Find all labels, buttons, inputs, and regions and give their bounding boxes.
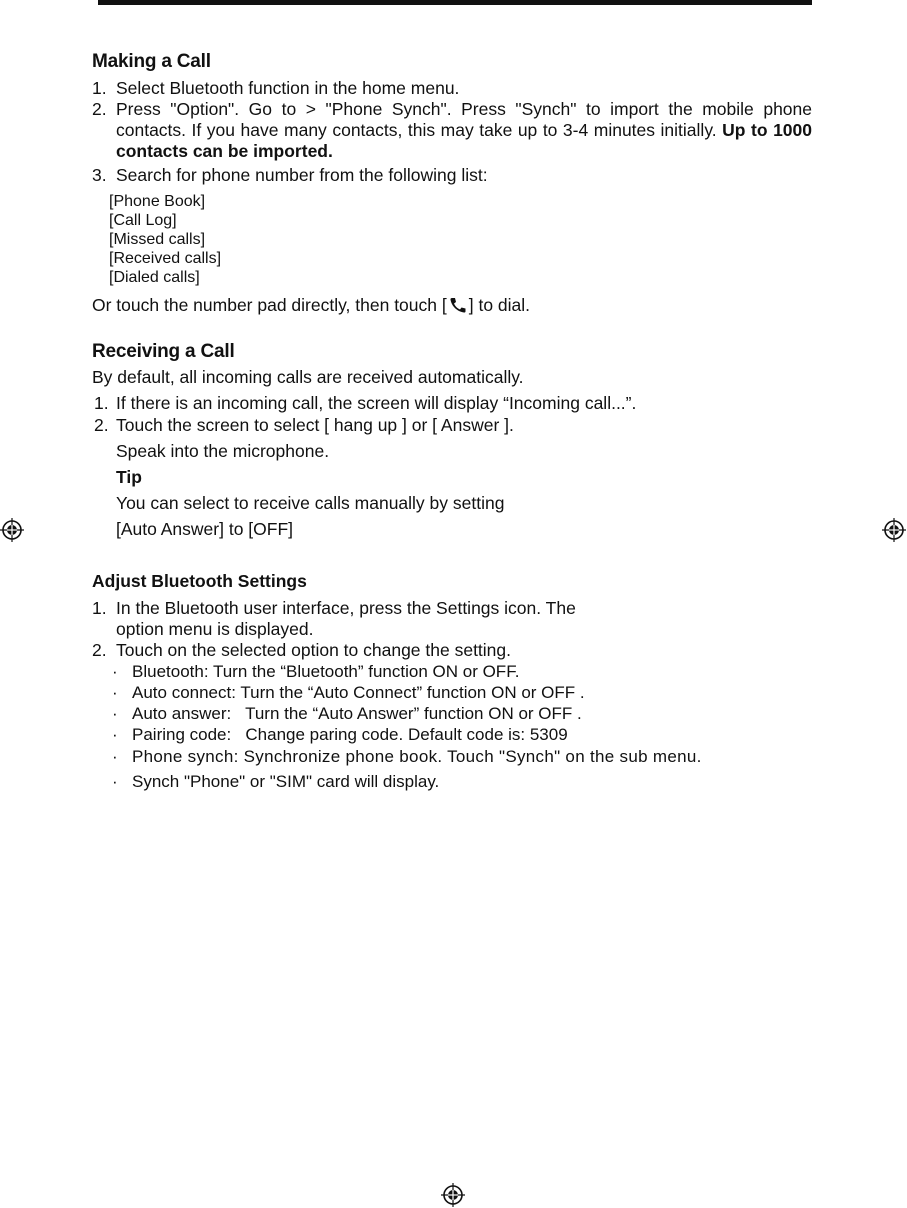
step-text-line-2: option menu is displayed. <box>116 619 314 639</box>
registration-mark-right-icon <box>882 518 906 542</box>
step-number: 2. <box>94 415 109 435</box>
step-text: If there is an incoming call, the screen will display “Incoming call...”. <box>116 393 637 413</box>
step-number: 1. <box>92 78 107 98</box>
dial-text-after: ] to dial. <box>468 295 531 315</box>
tip-text-line-2: [Auto Answer] to [OFF] <box>116 519 294 539</box>
list-item <box>112 771 812 792</box>
step-number: 2. <box>92 99 107 119</box>
making-call-step-3 <box>92 165 812 186</box>
bluetooth-settings-heading: Adjust Bluetooth Settings <box>92 571 307 591</box>
list-item <box>112 745 812 769</box>
bullet-marker: · <box>112 662 118 681</box>
step-text-wrapper <box>116 598 812 640</box>
settings-bullet-list <box>92 661 812 792</box>
bullet-text: Phone synch: Synchronize phone book. Touch "Synch" on the sub menu. <box>132 747 702 766</box>
step-bold-note: Up to 1000 contacts can be imported. <box>116 120 812 161</box>
receiving-step-1 <box>92 393 812 414</box>
page-content <box>92 50 812 792</box>
bullet-text: Bluetooth: Turn the “Bluetooth” function ON or OFF. <box>132 662 520 681</box>
settings-step-1 <box>92 598 812 640</box>
step-text-wrapper <box>116 99 812 162</box>
step-text: Search for phone number from the following list: <box>116 165 488 185</box>
bullet-marker: · <box>112 772 118 791</box>
bluetooth-settings-section <box>92 570 812 792</box>
top-rule <box>98 0 812 5</box>
step-number: 3. <box>92 165 107 185</box>
settings-step-2 <box>92 640 812 661</box>
receiving-intro: By default, all incoming calls are received automatically. <box>92 367 524 387</box>
bullet-text: Synch "Phone" or "SIM" card will display. <box>132 772 440 791</box>
receiving-call-section <box>92 340 812 540</box>
dial-text-before: Or touch the number pad directly, then touch [ <box>92 295 447 315</box>
bullet-text: Pairing code: Change paring code. Default code is: 5309 <box>132 725 568 744</box>
bullet-marker: · <box>112 747 118 766</box>
step-text: Touch on the selected option to change the setting. <box>116 640 512 660</box>
registration-mark-left-icon <box>0 518 24 542</box>
bullet-marker: · <box>112 704 118 723</box>
tip-text-line-1: You can select to receive calls manually by setting <box>116 493 505 513</box>
list-item <box>112 724 812 745</box>
making-call-step-1 <box>92 78 812 99</box>
phone-handset-icon <box>449 297 467 313</box>
making-call-heading: Making a Call <box>92 51 211 72</box>
list-item <box>112 682 812 703</box>
registration-mark-bottom-icon <box>441 1183 465 1207</box>
dial-instruction <box>92 295 812 316</box>
list-item: [Missed calls] <box>109 231 206 248</box>
receiving-step-2 <box>92 415 812 436</box>
bullet-marker: · <box>112 683 118 702</box>
bullet-text: Auto connect: Turn the “Auto Connect” function ON or OFF . <box>132 683 585 702</box>
list-item: [Call Log] <box>109 212 177 229</box>
list-item: [Dialed calls] <box>109 269 200 286</box>
making-call-step-2 <box>92 99 812 162</box>
step-text: Touch the screen to select [ hang up ] or [ Answer ]. <box>116 415 514 435</box>
step-number: 1. <box>92 598 107 618</box>
list-item: [Received calls] <box>109 250 222 267</box>
step-text: Press "Option". Go to > "Phone Synch". Press "Synch" to import the mobile phone contacts. If you have many contacts, this may take up to 3-4 minutes initially. <box>116 99 812 140</box>
tip-label: Tip <box>116 467 142 487</box>
list-item: [Phone Book] <box>109 193 206 210</box>
step-number: 1. <box>94 393 109 413</box>
bullet-text: Auto answer: Turn the “Auto Answer” function ON or OFF . <box>132 704 582 723</box>
receiving-call-heading: Receiving a Call <box>92 341 235 362</box>
bullet-marker: · <box>112 725 118 744</box>
contact-list-options <box>109 192 812 287</box>
list-item <box>112 661 812 682</box>
step-number: 2. <box>92 640 107 660</box>
step-text: Select Bluetooth function in the home menu. <box>116 78 460 98</box>
speak-instruction: Speak into the microphone. <box>116 441 330 461</box>
making-call-section <box>92 50 812 316</box>
list-item <box>112 703 812 724</box>
step-text-line-1: In the Bluetooth user interface, press the Settings icon. The <box>116 598 576 618</box>
